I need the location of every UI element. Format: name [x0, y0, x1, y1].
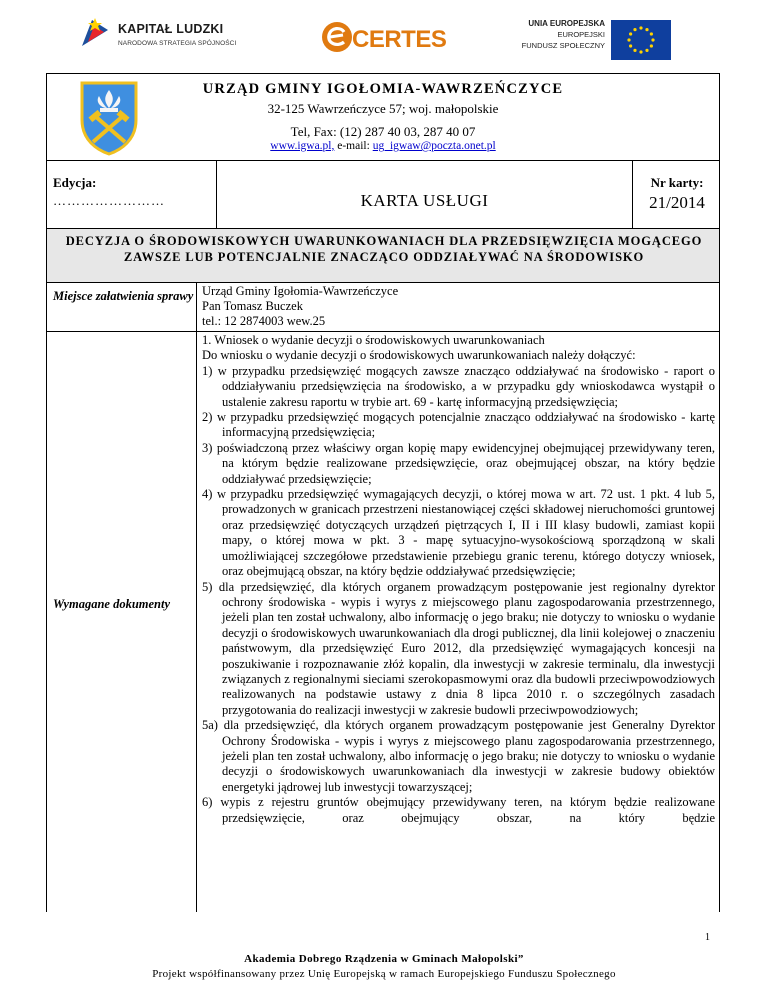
logo-bar — [0, 12, 768, 70]
kapital-ludzki-logo — [78, 16, 237, 62]
document-item: 5) dla przedsięwzięć, dla których organem prowadzącym postępowanie jest regionalny dyrektor ochrony środowiska - wypis i wyrys z miejscowego planu zagospodarowania przestrzennego, jeżeli plan ten został uchwalony, albo informację o jego braku; nie dotyczy to wniosku o wydanie decyzji o środowiskowych uwarunkowaniach dla drogi publicznej, dla linii kolejowej o znaczeniu państwowym, dla przedsięwzięć Euro 2012, dla przedsięwzięć wymagających koncesji na poszukiwanie i rozpoznawanie złóż kopalin, dla inwestycji w zakresie terminalu, dla inwestycji związanych z regionalnymi sieciami szerokopasmowymi oraz dla budowli przeciwpowodziowych realizowanych na podstawie ustawy z dnia 8 lipca 2010 r. o szczególnych zasadach przygotowania do realizacji inwestycji w zakresie budowli przeciwpowodziowych; — [202, 579, 715, 717]
kapital-ludzki-title: KAPITAŁ LUDZKI — [118, 22, 224, 36]
card-title: KARTA USŁUGI — [360, 191, 489, 210]
website-link[interactable]: www.igwa.pl, — [270, 140, 335, 152]
office-header — [46, 73, 720, 161]
document-item: 2) w przypadku przedsięwzięć mogących potencjalnie znacząco oddziaływać na środowisko - kartę informacyjną przedsięwzięcia; — [202, 410, 715, 440]
eu-star-icon — [629, 44, 632, 47]
edition-cell — [47, 161, 217, 228]
eu-star-icon — [651, 38, 654, 41]
card-number-cell — [633, 161, 721, 228]
eu-star-icon — [633, 49, 636, 52]
edition-value: …………………… — [53, 193, 165, 208]
card-number-label: Nr karty: — [650, 175, 704, 190]
place-line-person: Pan Tomasz Buczek — [202, 299, 303, 313]
eu-line3: FUNDUSZ SPOŁECZNY — [521, 41, 605, 50]
decision-title: DECYZJA O ŚRODOWISKOWYCH UWARUNKOWANIACH DLA PRZEDSIĘWZIĘCIA MOGĄCEGO ZAWSZE LUB POTENCJALNIE ZNACZĄCO ODDZIAŁYWAĆ NA ŚRODOWISKO — [65, 234, 703, 264]
place-row — [46, 283, 720, 332]
eu-flag-icon — [611, 20, 671, 60]
certes-name: CERTES — [352, 26, 447, 53]
eu-star-icon — [639, 26, 642, 29]
office-address: 32-125 Wawrzeńczyce 57; woj. małopolskie — [267, 101, 499, 116]
documents-label: Wymagane dokumenty — [53, 597, 171, 611]
document-item: 6) wypis z rejestru gruntów obejmujący przewidywany teren, na którym będzie realizowane przedsięwzięcie, oraz obejmujący obszar, na który będzie — [202, 795, 715, 825]
eu-logo — [497, 18, 697, 68]
office-phone: Tel, Fax: (12) 287 40 03, 287 40 07 — [290, 124, 476, 139]
edition-label: Edycja: — [53, 175, 97, 190]
eu-line2: EUROPEJSKI — [557, 30, 605, 39]
eu-star-icon — [645, 28, 648, 31]
card-number-value: 21/2014 — [649, 193, 705, 212]
card-title-cell — [217, 161, 633, 228]
document-intro: Do wniosku o wydanie decyzji o środowiskowych uwarunkowaniach należy dołączyć: — [202, 348, 636, 363]
documents-label-cell — [47, 332, 197, 912]
decision-row — [46, 229, 720, 283]
footer-funding-note: Projekt współfinansowany przez Unię Europejską w ramach Europejskiego Funduszu Społecznego — [152, 968, 616, 980]
document-item: 4) w przypadku przedsięwzięć wymagających decyzji, o której mowa w art. 72 ust. 1 pkt. 4 lub 5, prowadzonych w granicach przestrzeni niestanowiącej części składowej nieruchomości gruntowej oraz przedsięwzięć dotyczących urządzeń piętrzących I, II i III klasy budowli, zamiast kopii mapy, o której mowa w pkt. 3 - mapę sytuacyjno-wysokościową sporządzoną w skali umożliwiającej szczegółowe przedstawienie przebiegu granic terenu, którego dotyczy wniosek, oraz obejmującą obszar, na który będzie oddziaływać przedsięwzięcie; — [202, 487, 715, 579]
eu-star-icon — [627, 38, 630, 41]
email-link[interactable]: ug_igwaw@poczta.onet.pl — [372, 140, 496, 152]
place-label: Miejsce załatwienia sprawy — [53, 289, 194, 303]
place-line-phone: tel.: 12 2874003 wew.25 — [202, 314, 326, 328]
certes-e-icon — [320, 20, 354, 54]
kapital-ludzki-subtitle: NARODOWA STRATEGIA SPÓJNOŚCI — [118, 40, 237, 47]
eu-star-icon — [629, 32, 632, 35]
certes-logo — [320, 16, 447, 60]
footer-project-title: Akademia Dobrego Rządzenia w Gminach Małopolski” — [244, 953, 524, 965]
eu-star-icon — [650, 44, 653, 47]
eu-star-icon — [639, 50, 642, 53]
document-item: 3) poświadczoną przez właściwy organ kopię mapy ewidencyjnej obejmującej przewidywany teren, na którym będzie realizowane przedsięwzięcie, oraz obejmującej obszar, na który będzie oddziaływać przedsięwzięcie; — [202, 440, 715, 486]
place-content-cell — [198, 283, 721, 331]
email-label: e-mail: — [334, 140, 373, 152]
kapital-ludzki-star-icon — [78, 16, 112, 50]
eu-star-icon — [633, 28, 636, 31]
eu-text — [497, 18, 605, 51]
documents-content — [198, 332, 721, 912]
document-item: 1) w przypadku przedsięwzięć mogących zawsze znacząco oddziaływać na środowisko - raport o oddziaływaniu przedsięwzięcia na środowisko, a w przypadku gdy wnioskodawca wystąpił o ustalenie zakresu raportu w trybie art. 69 - kartę informacyjną przedsięwzięcia; — [202, 363, 715, 409]
documents-row — [46, 332, 720, 912]
eu-star-icon — [650, 32, 653, 35]
eu-line1: UNIA EUROPEJSKA — [528, 19, 605, 28]
card-row — [46, 161, 720, 229]
document-item: 1. Wniosek o wydanie decyzji o środowiskowych uwarunkowaniach — [202, 333, 545, 347]
eu-star-icon — [645, 49, 648, 52]
page-number: 1 — [705, 932, 710, 943]
office-title: URZĄD GMINY IGOŁOMIA-WAWRZEŃCZYCE — [202, 81, 564, 97]
place-label-cell — [47, 283, 197, 331]
place-line-office: Urząd Gminy Igołomia-Wawrzeńczyce — [202, 284, 399, 298]
document-item: 5a) dla przedsięwzięć, dla których organem prowadzącym postępowanie jest Generalny Dyrektor Ochrony Środowiska - wypis i wyrys z miejscowego planu zagospodarowania przestrzennego, jeżeli plan ten został uchwalony, albo informację o jego braku; nie dotyczy to wniosku o wydanie decyzji o środowiskowych uwarunkowaniach dla inwestycji w zakresie budowy obiektów energetyki jądrowej lub inwestycji towarzyszącej; — [202, 718, 715, 794]
office-contact — [47, 140, 719, 152]
